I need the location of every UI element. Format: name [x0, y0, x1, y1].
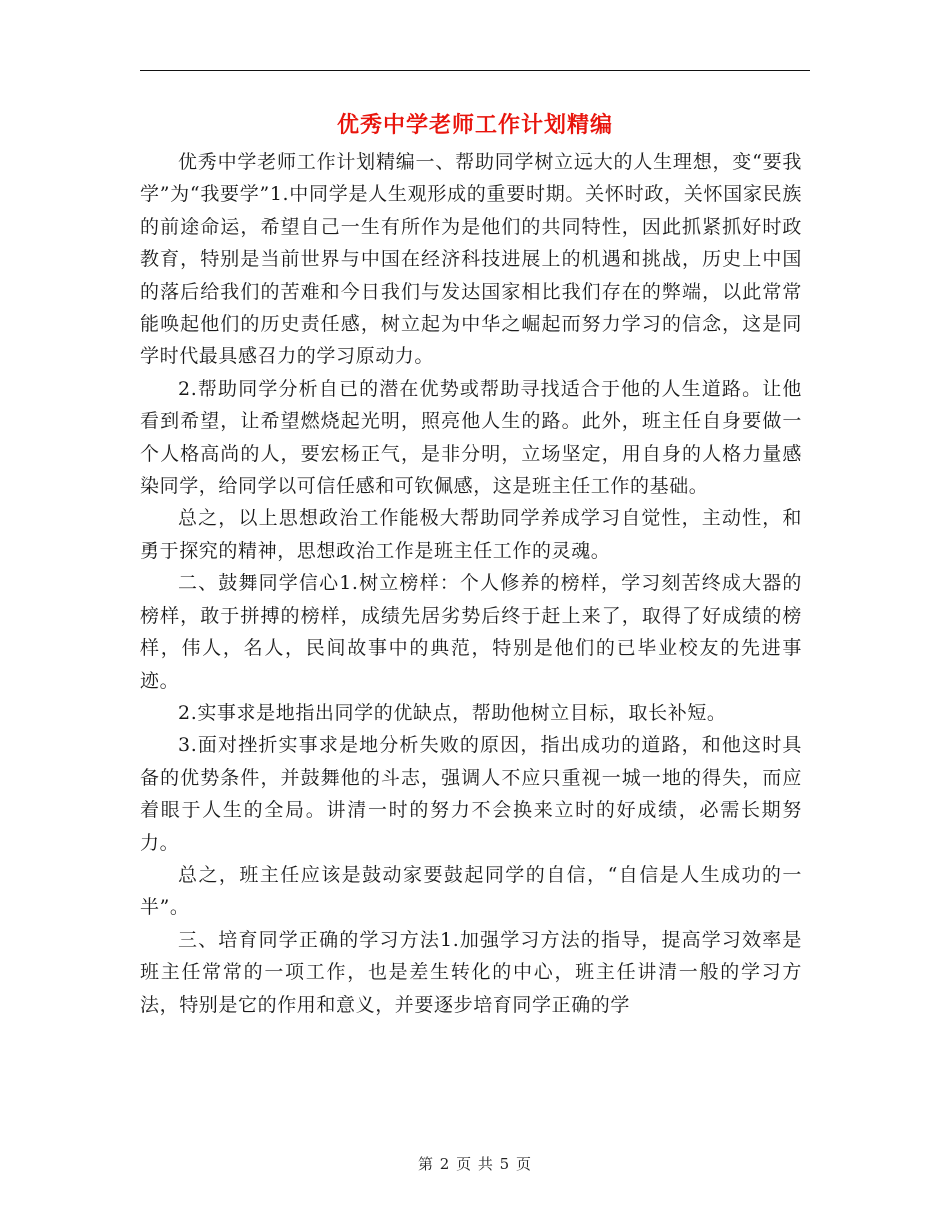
paragraph: 2.实事求是地指出同学的优缺点，帮助他树立目标，取长补短。: [178, 701, 727, 724]
paragraph: 三、培育同学正确的学习方法1.加强学习方法的指导，提高学习效率是班主任常常的一项工作，也是差生转化的中心，班主任讲清一般的学习方法，特别是它的作用和意义，并要逐步培育同学正确的学: [140, 928, 802, 1016]
document-body: [140, 146, 802, 1021]
page-number: 第 2 页 共 5 页: [418, 1155, 532, 1173]
paragraph: 总之，班主任应该是鼓动家要鼓起同学的自信，“自信是人生成功的一半”。: [140, 863, 802, 919]
document-title: 优秀中学老师工作计划精编: [336, 112, 613, 138]
paragraph: 二、鼓舞同学信心1.树立榜样：个人修养的榜样，学习刻苦终成大器的榜样，敢于拼搏的榜样，成绩先居劣势后终于赶上来了，取得了好成绩的榜样，伟人，名人，民间故事中的典范，特别是他们的已毕业校友的先进事迹。: [140, 572, 802, 692]
paragraph: 总之，以上思想政治工作能极大帮助同学养成学习自觉性，主动性，和勇于探究的精神，思想政治工作是班主任工作的灵魂。: [140, 507, 802, 562]
header-rule: [140, 70, 810, 71]
paragraph: 2.帮助同学分析自已的潜在优势或帮助寻找适合于他的人生道路。让他看到希望，让希望燃烧起光明，照亮他人生的路。此外，班主任自身要做一个人格高尚的人，要宏杨正气，是非分明，立场坚定，用自身的人格力量感染同学，给同学以可信任感和可钦佩感，这是班主任工作的基础。: [140, 377, 802, 498]
paragraph: 优秀中学老师工作计划精编一、帮助同学树立远大的人生理想，变“要我学”为“我要学”1.中同学是人生观形成的重要时期。关怀时政，关怀国家民族的前途命运，希望自己一生有所作为是他们的共同特性，因此抓紧抓好时政教育，特别是当前世界与中国在经济科技进展上的机遇和挑战，历史上中国的落后给我们的苦难和今日我们与发达国家相比我们存在的弊端，以此常常能唤起他们的历史责任感，树立起为中华之崛起而努力学习的信念，这是同学时代最具感召力的学习原动力。: [140, 151, 802, 368]
paragraph: 3.面对挫折实事求是地分析失败的原因，指出成功的道路，和他这时具备的优势条件，并鼓舞他的斗志，强调人不应只重视一城一地的得失，而应着眼于人生的全局。讲清一时的努力不会换来立时的好成绩，必需长期努力。: [140, 734, 802, 854]
